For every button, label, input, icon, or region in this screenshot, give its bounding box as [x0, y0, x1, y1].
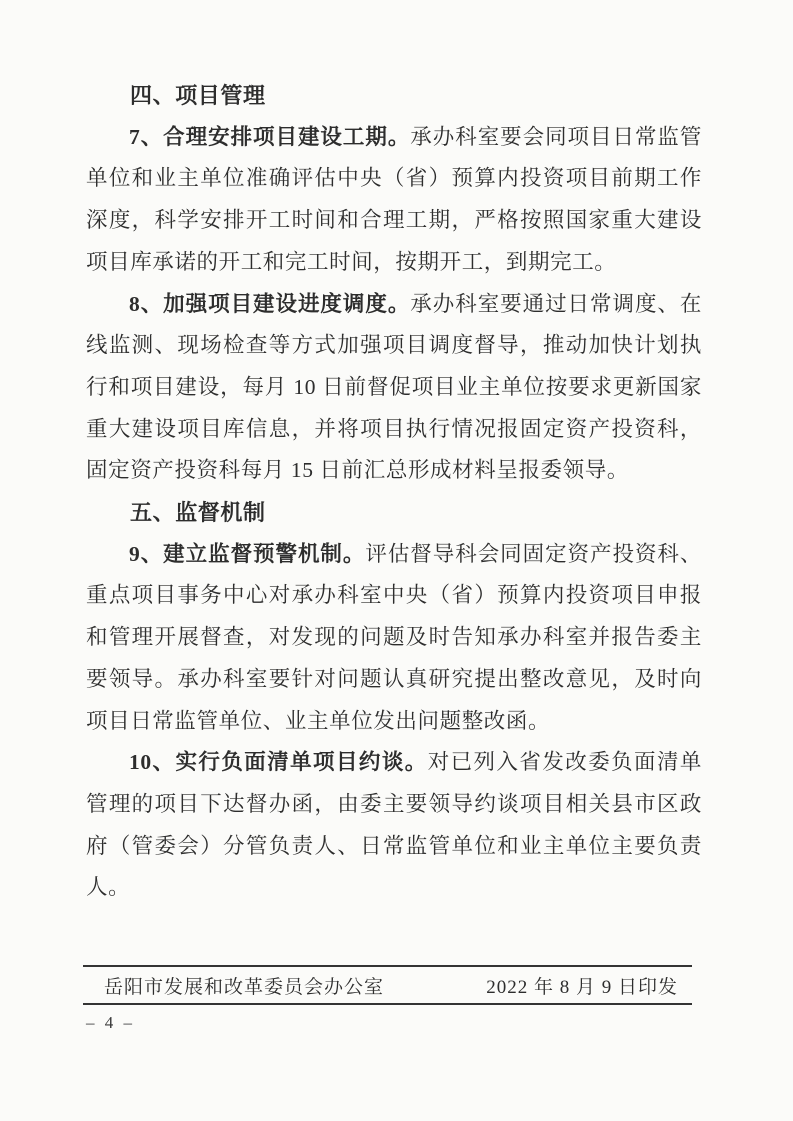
issuing-office: 岳阳市发展和改革委员会办公室 — [104, 976, 385, 998]
paragraph-8-lead: 8、加强项目建设进度调度。 — [129, 291, 411, 316]
paragraph-9-text: 评估督导科会同固定资产投资科、重点项目事务中心对承办科室中央（省）预算内投资项目申报和管理开展督查，对发现的问题及时告知承办科室并报告委主要领导。承办科室要针对问题认真研究提出整改意见，及时向项目日常监管单位、业主单位发出问题整改函。 — [86, 541, 702, 733]
paragraph-8-text: 承办科室要通过日常调度、在线监测、现场检查等方式加强项目调度督导，推动加快计划执行和项目建设，每月 10 日前督促项目业主单位按要求更新国家重大建设项目库信息，并将项目执行情况报固定资产投资科，固定资产投资科每月 15 日前汇总形成材料呈报委领导。 — [86, 291, 702, 483]
paragraph-10-text: 对已列入省发改委负面清单管理的项目下达督办函，由委主要领导约谈项目相关县市区政府（管委会）分管负责人、日常监管单位和业主单位主要负责人。 — [86, 750, 703, 900]
colophon — [83, 967, 692, 1003]
paragraph-10-lead: 10、实行负面清单项目约谈。 — [129, 750, 428, 775]
paragraph-10 — [86, 742, 702, 909]
paragraph-7-lead: 7、合理安排项目建设工期。 — [129, 124, 411, 149]
document-body — [86, 75, 702, 909]
paragraph-9 — [86, 534, 702, 743]
paragraph-7 — [86, 117, 702, 284]
paragraph-7-text: 承办科室要会同项目日常监管单位和业主单位准确评估中央（省）预算内投资项目前期工作深度，科学安排开工时间和合理工期，严格按照国家重大建设项目库承诺的开工和完工时间，按期开工，到期完工。 — [86, 124, 702, 274]
section-heading-supervision-mechanism: 五、监督机制 — [130, 500, 266, 526]
paragraph-8 — [86, 284, 702, 493]
paragraph-9-lead: 9、建立监督预警机制。 — [129, 541, 366, 566]
footer-rule-bottom — [83, 1003, 692, 1005]
print-date: 2022 年 8 月 9 日印发 — [486, 976, 678, 998]
page-number: – 4 – — [86, 1013, 135, 1032]
section-heading-project-management: 四、项目管理 — [130, 83, 266, 108]
